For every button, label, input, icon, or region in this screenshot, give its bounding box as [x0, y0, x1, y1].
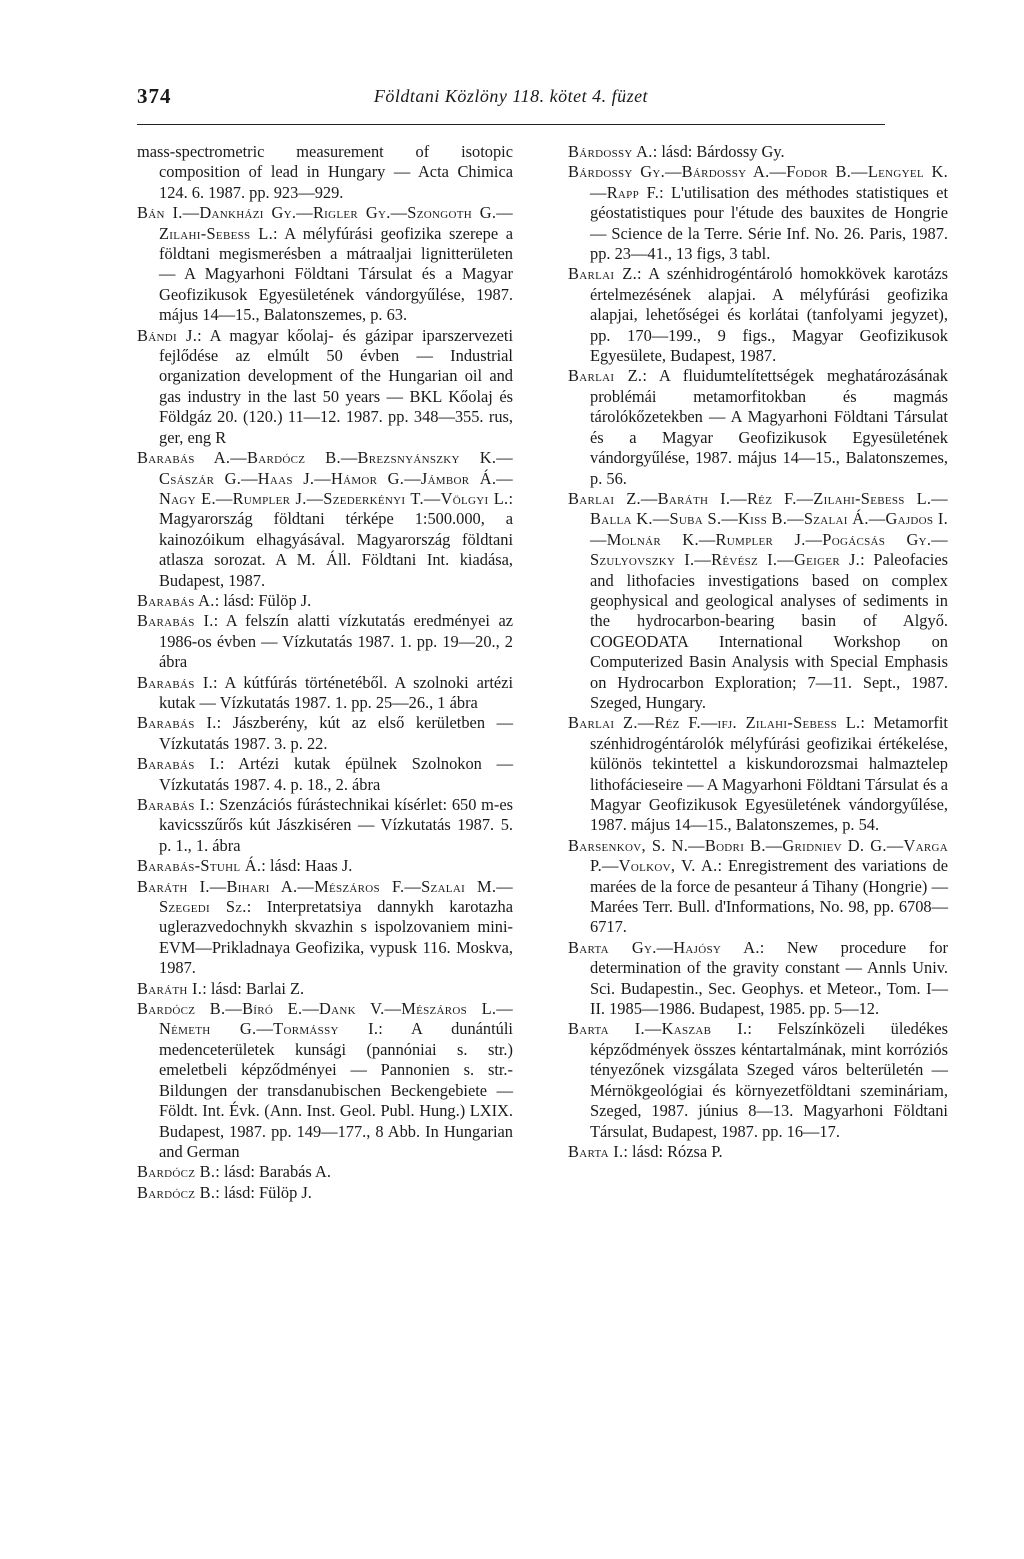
bibliography-entry	[137, 754, 513, 795]
entry-text: : Felszínközeli üledékes képződmények összes kéntartalmának, mint korróziós tényezőnek vizsgálata Szeged város belterületén — Mérnökgeológiai és környezetföldtani szemináriam, Szeged, 1987. június 8—13. Magyarhoni Földtani Társulat, Budapest, 1987. pp. 16—17.	[590, 1019, 948, 1141]
entry-text: : lásd: Fülöp J.	[215, 1182, 312, 1202]
entry-text: : A kútfúrás történetéből. A szolnoki artézi kutak — Vízkutatás 1987. 1. pp. 25—26., 1 ábra	[159, 672, 513, 712]
entry-text: : lásd: Rózsa P.	[623, 1141, 723, 1161]
entry-text: : A mélyfúrási geofizika szerepe a földtani megismerésben a mátraaljai lignitterületen — A Magyarhoni Földtani Társulat és a Magyar Geofizikusok Egyesületének vándorgyűlése, 1987. május 14—15., Balatonszemes, p. 63.	[159, 223, 513, 325]
bibliography-entry	[568, 489, 948, 713]
entry-text: : New procedure for determination of the gravity constant — Annls Univ. Sci. Budapestin., Sec. Geophys. et Meteor., Tom. I—II. 1985—1986. Budapest, 1985. pp. 5—12.	[590, 937, 948, 1019]
page-number: 374	[137, 84, 172, 108]
running-title: Földtani Közlöny 118. kötet 4. füzet	[373, 86, 649, 106]
right-column	[568, 142, 948, 1162]
bibliography-entry	[568, 142, 948, 162]
entry-text: : Szenzációs fúrástechnikai kísérlet: 650 m-es kavicsszűrős kút Jászkiséren — Vízkutatás 1987. 5. p. 1., 1. ábra	[159, 795, 513, 855]
bibliography-entry	[137, 142, 513, 203]
bibliography-entry	[137, 1162, 513, 1182]
entry-text: : lásd: Barlai Z.	[202, 978, 305, 998]
entry-text: : Jászberény, kút az első kerületben — Vízkutatás 1987. 3. p. 22.	[159, 713, 513, 753]
entry-authors: Bárdossy Gy.—Bárdossy A.—Fodor B.—Lengyel K.—Rapp F.	[568, 162, 948, 202]
bibliography-entry	[137, 979, 513, 999]
entry-authors: Barta I.—Kaszab I.	[568, 1019, 748, 1039]
entry-authors: Barlai Z.	[568, 264, 637, 284]
bibliography-entry	[137, 448, 513, 591]
bibliography-entry	[568, 938, 948, 1020]
bibliography-entry	[137, 713, 513, 754]
entry-text: : A felszín alatti vízkutatás eredményei az 1986-os évben — Vízkutatás 1987. 1. pp. 19—20., 2 ábra	[159, 611, 513, 672]
entry-authors: Bán I.—Dankházi Gy.—Rigler Gy.—Szongoth G.—Zilahi-Sebess L.	[137, 203, 513, 243]
entry-text: : Magyarország földtani térképe 1:500.000, a kainozóikum elhagyásával. Magyarország földtani atlasza sorozat. A M. Áll. Földtani Int. kiadása, Budapest, 1987.	[159, 488, 513, 590]
entry-text: : Interpretatsiya dannykh karotazha uglerazvedochnykh skvazhin s ispolzovaniem mini-EVM—Prikladnaya Geofizika, vypusk 116. Moskva, 1987.	[159, 897, 513, 978]
entry-text: : Artézi kutak épülnek Szolnokon — Vízkutatás 1987. 4. p. 18., 2. ábra	[159, 754, 513, 794]
entry-authors: Barabás I.	[137, 754, 220, 774]
entry-text: : A magyar kőolaj- és gázipar iparszervezeti fejlődése az elmúlt 50 évben — Industrial organization development of the Hungarian oil and gas industry in the last 50 years — BKL Kőolaj és Földgáz 20. (120.) 11—12. 1987. pp. 348—355. rus, ger, eng R	[159, 325, 514, 447]
entry-text: : Enregistrement des variations de marées de la force de pesanteur á Tihany (Hongrie) — Marées Terr. Bull. d'Informations, No. 98, pp. 6708—6717.	[590, 856, 948, 937]
entry-authors: Barlai Z.	[568, 366, 643, 386]
bibliography-entry	[137, 591, 513, 611]
entry-authors: Bardócz B.	[137, 1182, 216, 1202]
entry-authors: Barta Gy.—Hajósy A.	[568, 937, 760, 957]
left-column	[137, 142, 513, 1203]
entry-text: : A dunántúli medenceterületek kunsági (pannóniai s. str.) emeletbeli képződményei — Pannonien s. str.-Bildungen der transdanubischen Beckengebiete — Földt. Int. Évk. (Ann. Inst. Geol. Publ. Hung.) LXIX. Budapest, 1987. pp. 149—177., 8 Abb. In Hungarian and German	[159, 1019, 513, 1161]
bibliography-entry	[137, 611, 513, 672]
entry-text: : lásd: Haas J.	[261, 856, 353, 876]
bibliography-entry	[137, 1183, 513, 1203]
bibliography-entry	[568, 713, 948, 835]
bibliography-entry	[137, 877, 513, 979]
entry-authors: Bardócz B.—Bíró E.—Dank V.—Mészáros L.—Németh G.—Tormássy I.	[137, 999, 513, 1039]
entry-authors: Barlai Z.—Réz F.—ifj. Zilahi-Sebess L.	[568, 713, 861, 733]
entry-authors: Barabás-Stuhl Á.	[137, 856, 262, 876]
bibliography-entry	[568, 836, 948, 938]
entry-authors: Bándi J.	[137, 325, 198, 345]
bibliography-entry	[137, 326, 513, 448]
entry-authors: Barabás A.	[137, 590, 215, 610]
entry-authors: Barabás I.	[137, 672, 214, 692]
entry-authors: Baráth I.	[137, 978, 203, 998]
entry-authors: Barlai Z.—Baráth I.—Réz F.—Zilahi-Sebess L.—Balla K.—Suba S.—Kiss B.—Szalai Á.—Gajdos I.—Molnár K.—Rumpler J.—Pogácsás Gy.—Szulyovszky I.—Révész I.—Geiger J.	[568, 488, 948, 570]
page-header	[137, 84, 885, 120]
entry-text: : lásd: Fülöp J.	[214, 590, 312, 610]
bibliography-entry	[137, 795, 513, 856]
bibliography-entry	[568, 1019, 948, 1141]
header-rule	[137, 124, 885, 125]
bibliography-entry	[568, 366, 948, 488]
entry-authors: Barabás I.	[137, 611, 214, 631]
entry-text: : Metamorfit szénhidrogéntárolók mélyfúrási geofizikai értékelése, különös tekintettel a kiskundorozsmai halmaztelep lithofácieseire — A Magyarhoni Földtani Társulat és a Magyar Geofizikusok Egyesületének vándorgyűlése, 1987. május 14—15., Balatonszemes, p. 54.	[590, 713, 948, 835]
entry-authors: Bardócz B.	[137, 1162, 216, 1182]
entry-authors: Bárdossy A.	[568, 142, 653, 161]
bibliography-entry	[568, 1142, 948, 1162]
entry-authors: Barta I.	[568, 1141, 624, 1161]
entry-authors: Barabás I.	[137, 713, 217, 733]
bibliography-entry	[137, 673, 513, 714]
entry-text: : lásd: Bárdossy Gy.	[652, 142, 785, 161]
entry-text: : lásd: Barabás A.	[215, 1162, 331, 1182]
bibliography-entry	[568, 264, 948, 366]
entry-text: : A fluidumtelítettségek meghatározásának problémái metamorfitokban és magmás tárolókőzetekben — A Magyarhoni Földtani Társulat és a Magyar Geofizikusok Egyesületének vándorgyűlése, 1987. május 14—15., Balatonszemes, p. 56.	[590, 366, 949, 488]
entry-authors: Baráth I.—Bihari A.—Mészáros F.—Szalai M.—Szegedi Sz.	[137, 876, 513, 917]
entry-text: : A szénhidrogéntároló homokkövek karotázs értelmezésének alapjai. A mélyfúrási geofizika alapjai, lehetőségei és korlátai (tanfolyami jegyzet), pp. 170—199., 9 figs., Magyar Geofizikusok Egyesülete, Budapest, 1987.	[590, 264, 948, 366]
bibliography-entry	[568, 162, 948, 264]
entry-text: : Paleofacies and lithofacies investigations based on complex geophysical and geological analyses of sediments in the hydrocarbon-bearing basin of Algyő. COGEODATA International Workshop on Computerized Basin Analysis with Special Emphasis on Hydrocarbon Exploration; 7—11. Sept., 1987. Szeged, Hungary.	[590, 550, 948, 712]
bibliography-entry	[137, 856, 513, 876]
entry-text: mass-spectrometric measurement of isotopic composition of lead in Hungary — Acta Chimica 124. 6. 1987. pp. 923—929.	[137, 142, 513, 202]
entry-text: : L'utilisation des méthodes statistiques et géostatistiques pour l'étude des bauxites de Hongrie — Science de la Terre. Série Inf. No. 26. Paris, 1987. pp. 23—41., 13 figs, 3 tabl.	[590, 182, 948, 264]
entry-authors: Barabás A.—Bardócz B.—Brezsnyánszky K.—Császár G.—Haas J.—Hámor G.—Jámbor Á.—Nagy E.—Rumpler J.—Szederkényi T.—Völgyi L.	[137, 448, 513, 508]
entry-authors: Barabás I.	[137, 795, 210, 814]
bibliography-entry	[137, 203, 513, 325]
entry-authors: Barsenkov, S. N.—Bodri B.—Gridniev D. G.—Varga P.—Volkov, V. A.	[568, 835, 948, 876]
bibliography-entry	[137, 999, 513, 1162]
